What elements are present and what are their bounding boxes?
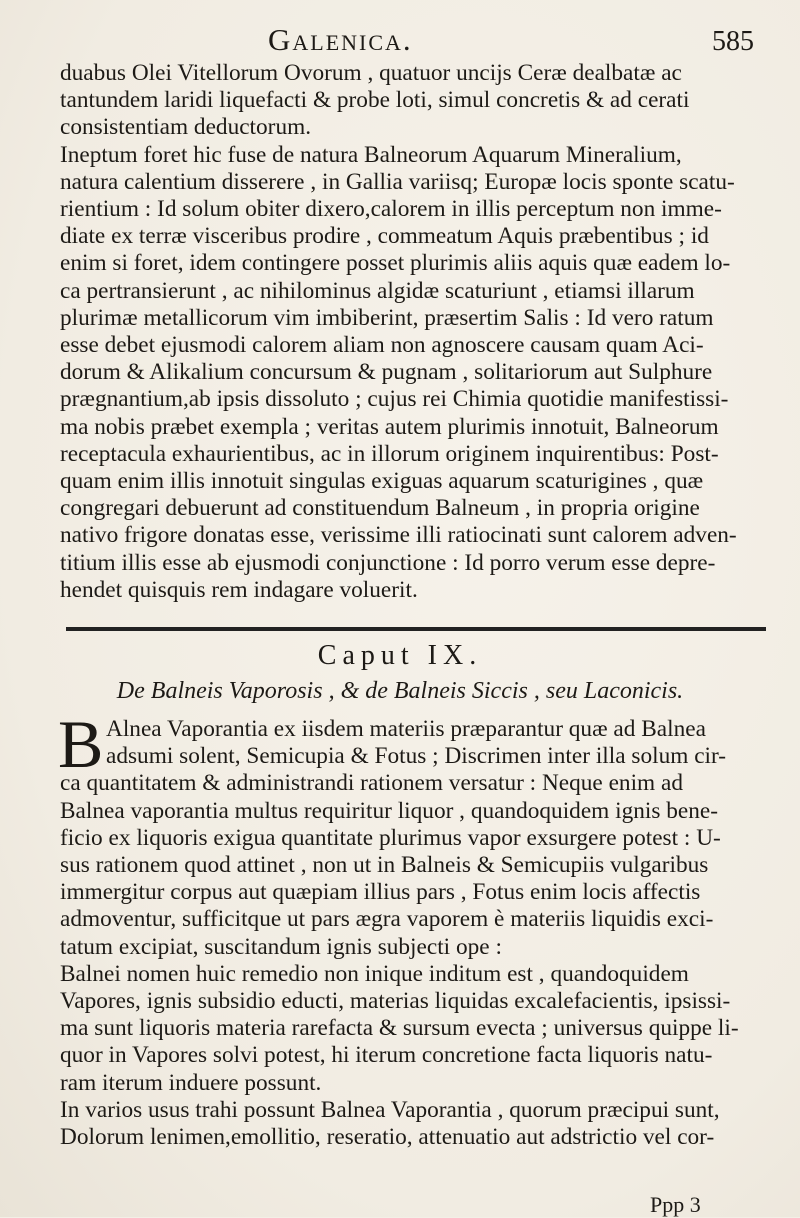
chapter-heading: Caput IX. — [317, 640, 483, 671]
text-line: ca pertransierunt , ac nihilominus algidæ scaturiunt , etiamsi illarum — [60, 277, 695, 304]
text-line: plurimæ metallicorum vim imbiberint, præsertim Salis : Id vero ratum — [60, 304, 714, 331]
text-line: quam enim illis innotuit singulas exiguas aquarum scaturigines , quæ — [60, 468, 704, 495]
text-line: admoventur, sufficitque ut pars ægra vaporem è materiis liquidis exci- — [60, 906, 714, 933]
text-line: Ineptum foret hic fuse de natura Balneorum Aquarum Mineralium, — [60, 141, 682, 168]
text-line: Balnei nomen huic remedio non inique inditum est , quandoquidem — [60, 960, 689, 987]
page-header — [0, 18, 800, 58]
text-line: tatum excipiat, suscitandum ignis subjecti ope : — [60, 933, 502, 960]
text-line: Balnea vaporantia multus requiritur liquor , quandoquidem ignis bene- — [60, 797, 718, 824]
text-line: sus rationem quod attinet , non ut in Balneis & Semicupiis vulgaribus — [60, 852, 709, 879]
text-line: hendet quisquis rem indagare voluerit. — [60, 576, 418, 603]
text-line: immergitur corpus aut quæpiam illius pars , Fotus enim locis affectis — [60, 879, 701, 906]
text-line: prægnantium,ab ipsis dissoluto ; cujus rei Chimia quotidie manifestissi- — [60, 386, 729, 413]
drop-cap: B — [58, 706, 104, 782]
running-title: Galenica. — [268, 22, 413, 57]
text-line: duabus Olei Vitellorum Ovorum , quatuor uncijs Ceræ dealbatæ ac — [60, 60, 682, 86]
text-line: ram iterum induere possunt. — [60, 1069, 322, 1096]
text-line: tantundem laridi liquefacti & probe loti, simul concretis & ad cerati — [60, 87, 690, 114]
text-line: rientium : Id solum obiter dixero,calorem in illis perceptum non imme- — [60, 196, 722, 223]
text-line: In varios usus trahi possunt Balnea Vaporantia , quorum præcipui sunt, — [60, 1096, 720, 1123]
text-line: nativo frigore donatas esse, verissime illi ratiocinati sunt calorem adven- — [60, 522, 737, 549]
text-line: dorum & Alikalium concursum & pugnam , solitariorum aut Sulphure — [60, 359, 713, 386]
text-line: consistentiam deductorum. — [60, 114, 312, 141]
text-line: ficio ex liquoris exigua quantitate plurimus vapor exsurgere potest : U- — [60, 824, 721, 851]
text-line: diate ex terræ visceribus prodire , commeatum Aquis præbentibus ; id — [60, 223, 709, 250]
body-text — [60, 60, 782, 604]
chapter-text — [58, 706, 782, 1151]
text-line: receptacula exhaurientibus, ac in illorum originem inquirentibus: Post- — [60, 440, 719, 467]
text-line: natura calentium disserere , in Gallia variisq; Europæ locis sponte scatu- — [60, 168, 735, 195]
chapter-subtitle: De Balneis Vaporosis , & de Balneis Siccis , seu Laconicis. — [116, 678, 684, 704]
text-line: Alnea Vaporantia ex iisdem materiis præparantur quæ ad Balnea — [106, 716, 706, 742]
text-line: Vapores, ignis subsidio educti, materias liquidas excalefacientis, ipsissi- — [60, 988, 731, 1015]
text-line: adsumi solent, Semicupia & Fotus ; Discrimen inter illa solum cir- — [106, 743, 727, 770]
section-divider — [66, 627, 766, 631]
page-number: 585 — [712, 26, 754, 57]
text-line: ma sunt liquoris materia rarefacta & sursum evecta ; universus quippe li- — [60, 1015, 739, 1042]
text-line: ca quantitatem & administrandi rationem versatur : Neque enim ad — [60, 770, 683, 797]
text-line: esse debet ejusmodi calorem aliam non agnoscere causam quam Aci- — [60, 332, 704, 359]
text-line: titium illis esse ab ejusmodi conjunctione : Id porro verum esse depre- — [60, 549, 716, 576]
text-line: enim si foret, idem contingere posset plurimis aliis aquis quæ eadem lo- — [60, 250, 731, 277]
text-line: ma nobis præbet exempla ; veritas autem plurimis innotuit, Balneorum — [60, 413, 719, 440]
text-line: congregari debuerunt ad constituendum Balneum , in propria origine — [60, 495, 700, 522]
text-line: quor in Vapores solvi potest, hi iterum concretione facta liquoris natu- — [60, 1042, 713, 1069]
signature-catchword: Ppp 3 — [650, 1192, 701, 1217]
text-line: Dolorum lenimen,emollitio, reseratio, attenuatio aut adstrictio vel cor- — [60, 1124, 715, 1151]
